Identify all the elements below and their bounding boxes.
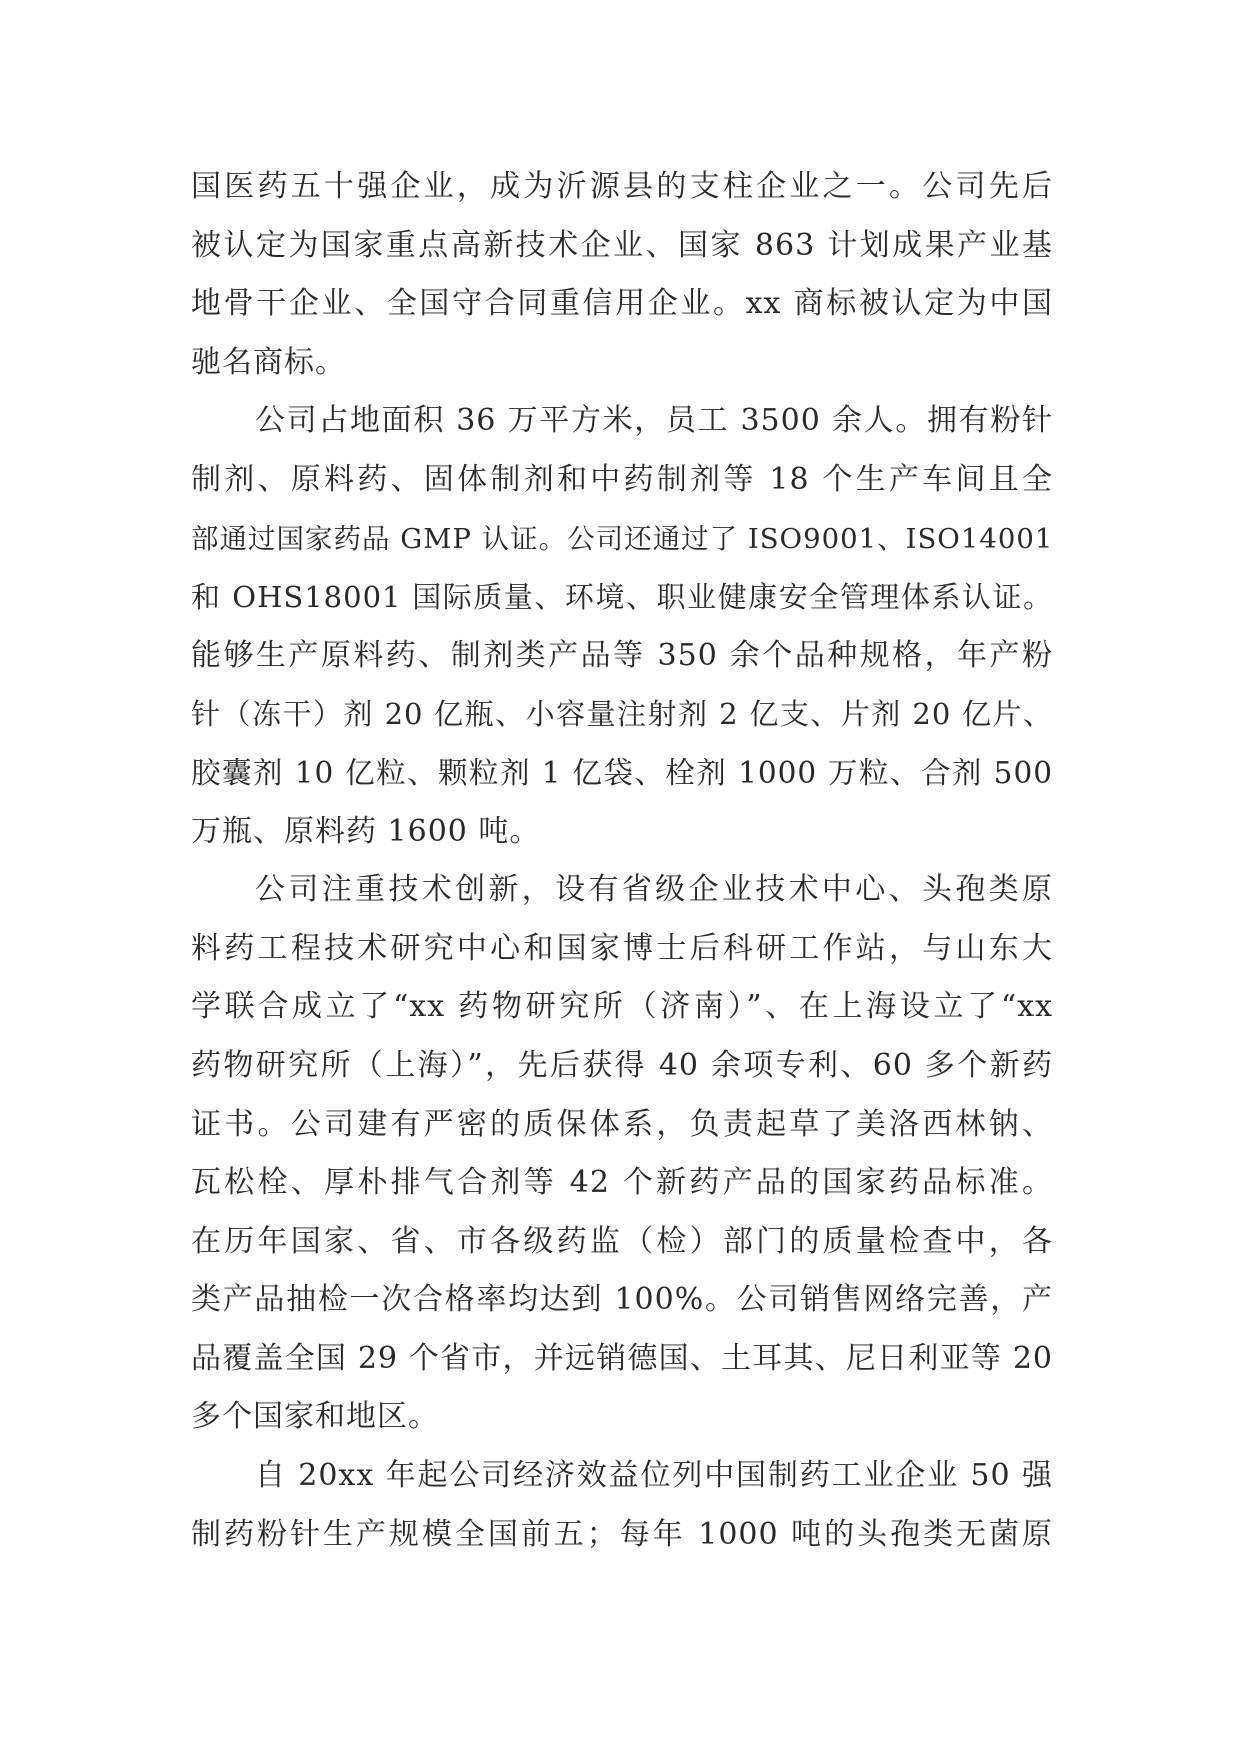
text-line: 类产品抽检一次合格率均达到 100%。公司销售网络完善，产	[191, 1282, 1053, 1318]
paragraph-2	[191, 392, 1053, 861]
text-line: 胶囊剂 10 亿粒、颗粒剂 1 亿袋、栓剂 1000 万粒、合剂 500	[191, 755, 1053, 790]
text-line: 瓦松栓、厚朴排气合剂等 42 个新药产品的国家药品标准。	[191, 1165, 1053, 1201]
text-line: 证书。公司建有严密的质保体系，负责起草了美洛西林钠、	[191, 1106, 1053, 1142]
text-line: 自 20xx 年起公司经济效益位列中国制药工业企业 50 强	[255, 1458, 1053, 1494]
text-line: 地骨干企业、全国守合同重信用企业。xx 商标被认定为中国	[191, 286, 1053, 322]
text-line: 国医药五十强企业，成为沂源县的支柱企业之一。公司先后	[191, 169, 1053, 204]
text-line: 品覆盖全国 29 个省市，并远销德国、土耳其、尼日利亚等 20	[191, 1340, 1053, 1376]
text-line: 驰名商标。	[191, 344, 346, 380]
text-line: 料药工程技术研究中心和国家博士后科研工作站，与山东大	[191, 930, 1053, 966]
text-line: 学联合成立了“xx 药物研究所（济南）”、在上海设立了“xx	[191, 989, 1053, 1025]
text-line: 制药粉针生产规模全国前五；每年 1000 吨的头孢类无菌原	[191, 1516, 1053, 1552]
paragraph-4	[191, 1447, 1053, 1564]
text-line: 公司占地面积 36 万平方米，员工 3500 余人。拥有粉针	[255, 403, 1053, 439]
text-line: 药物研究所（上海）”，先后获得 40 余项专利、60 多个新药	[191, 1047, 1053, 1083]
text-line: 在历年国家、省、市各级药监（检）部门的质量检查中，各	[191, 1223, 1053, 1259]
text-line: 公司注重技术创新，设有省级企业技术中心、头孢类原	[255, 872, 1053, 908]
text-line: 被认定为国家重点高新技术企业、国家 863 计划成果产业基	[191, 227, 1053, 263]
text-line: 多个国家和地区。	[191, 1399, 439, 1435]
paragraph-3	[191, 861, 1053, 1447]
text-line: 和 OHS18001 国际质量、环境、职业健康安全管理体系认证。	[191, 580, 1053, 615]
text-line: 针（冻干）剂 20 亿瓶、小容量注射剂 2 亿支、片剂 20 亿片、	[191, 697, 1053, 732]
text-line: 万瓶、原料药 1600 吨。	[191, 813, 541, 849]
document-body	[191, 158, 1053, 1564]
paragraph-1	[191, 158, 1053, 392]
text-line: 能够生产原料药、制剂类产品等 350 余个品种规格，年产粉	[191, 637, 1053, 673]
text-line: 部通过国家药品 GMP 认证。公司还通过了 ISO9001、ISO14001	[191, 522, 1054, 555]
text-line: 制剂、原料药、固体制剂和中药制剂等 18 个生产车间且全	[191, 461, 1053, 497]
